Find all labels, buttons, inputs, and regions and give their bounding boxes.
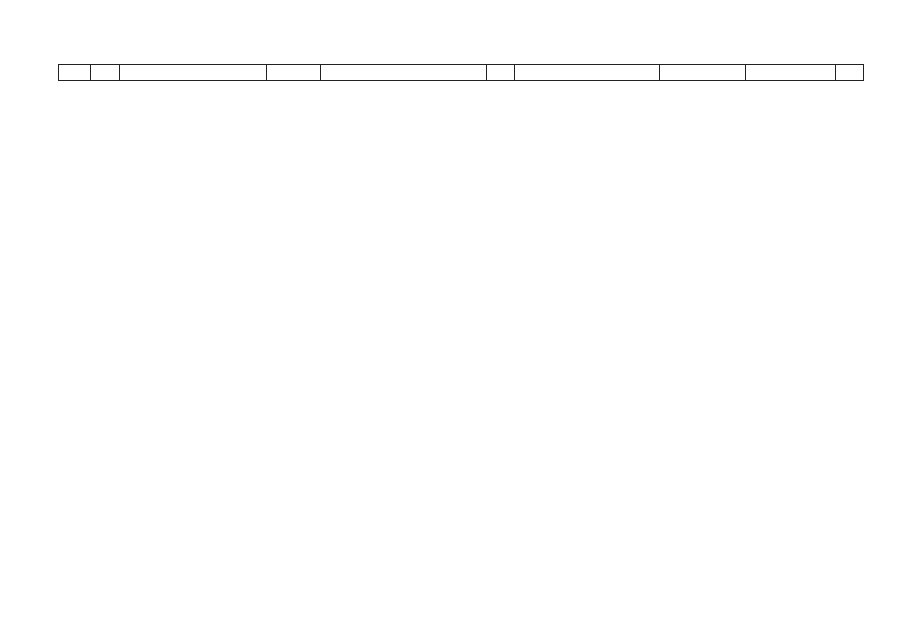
header-cell xyxy=(515,65,660,81)
header-cell xyxy=(660,65,746,81)
header-cell xyxy=(59,65,91,81)
header-cell xyxy=(321,65,487,81)
header-cell xyxy=(487,65,515,81)
header-cell xyxy=(836,65,864,81)
header-row xyxy=(59,65,864,81)
header-cell xyxy=(91,65,120,81)
header-cell xyxy=(120,65,267,81)
budget-table xyxy=(58,64,864,81)
header-cell xyxy=(746,65,836,81)
header-cell xyxy=(267,65,321,81)
